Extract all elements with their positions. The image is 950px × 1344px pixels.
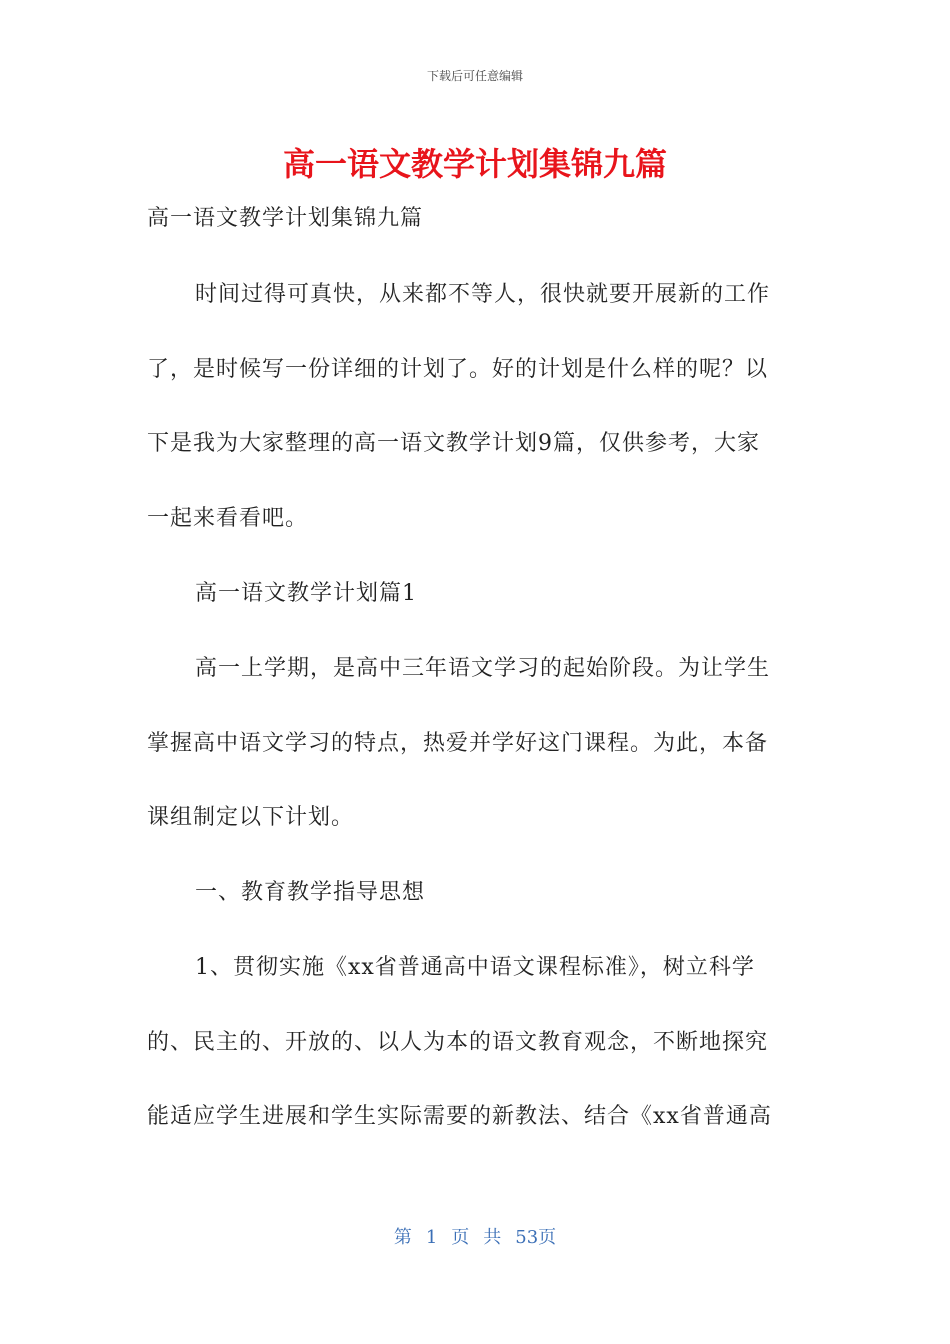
footer-label-di: 第 bbox=[393, 1227, 412, 1248]
document-title: 高一语文教学计划集锦九篇 bbox=[282, 145, 667, 183]
paragraph-line: 能适应学生进展和学生实际需要的新教法、结合《xx省普通高 bbox=[147, 1104, 772, 1129]
paragraph-line: 课组制定以下计划。 bbox=[147, 805, 355, 830]
footer-label-gong: 共 bbox=[483, 1227, 502, 1248]
section-heading: 高一语文教学计划篇1 bbox=[195, 581, 417, 606]
paragraph-line: 时间过得可真快，从来都不等人，很快就要开展新的工作 bbox=[195, 282, 771, 307]
section-heading: 一、教育教学指导思想 bbox=[195, 880, 426, 905]
paragraph-line: 掌握高中语文学习的特点，热爱并学好这门课程。为此，本备 bbox=[147, 731, 769, 756]
page-header-note: 下载后可任意编辑 bbox=[426, 69, 523, 83]
paragraph-line: 一起来看看吧。 bbox=[147, 506, 309, 531]
paragraph-line: 的、民主的、开放的、以人为本的语文教育观念，不断地探究 bbox=[147, 1030, 769, 1055]
footer-total-pages: 53页 bbox=[515, 1227, 557, 1248]
subtitle-line: 高一语文教学计划集锦九篇 bbox=[147, 206, 424, 231]
page-footer bbox=[0, 1225, 950, 1251]
paragraph-line: 下是我为大家整理的高一语文教学计划9篇，仅供参考，大家 bbox=[147, 431, 760, 456]
footer-page-number: 1 bbox=[425, 1227, 438, 1248]
paragraph-line: 高一上学期，是高中三年语文学习的起始阶段。为让学生 bbox=[195, 656, 771, 681]
paragraph-line: 1、贯彻实施《xx省普通高中语文课程标准》，树立科学 bbox=[195, 955, 755, 980]
paragraph-line: 了，是时候写一份详细的计划了。好的计划是什么样的呢？以 bbox=[147, 357, 769, 382]
footer-label-ye: 页 bbox=[451, 1227, 470, 1248]
